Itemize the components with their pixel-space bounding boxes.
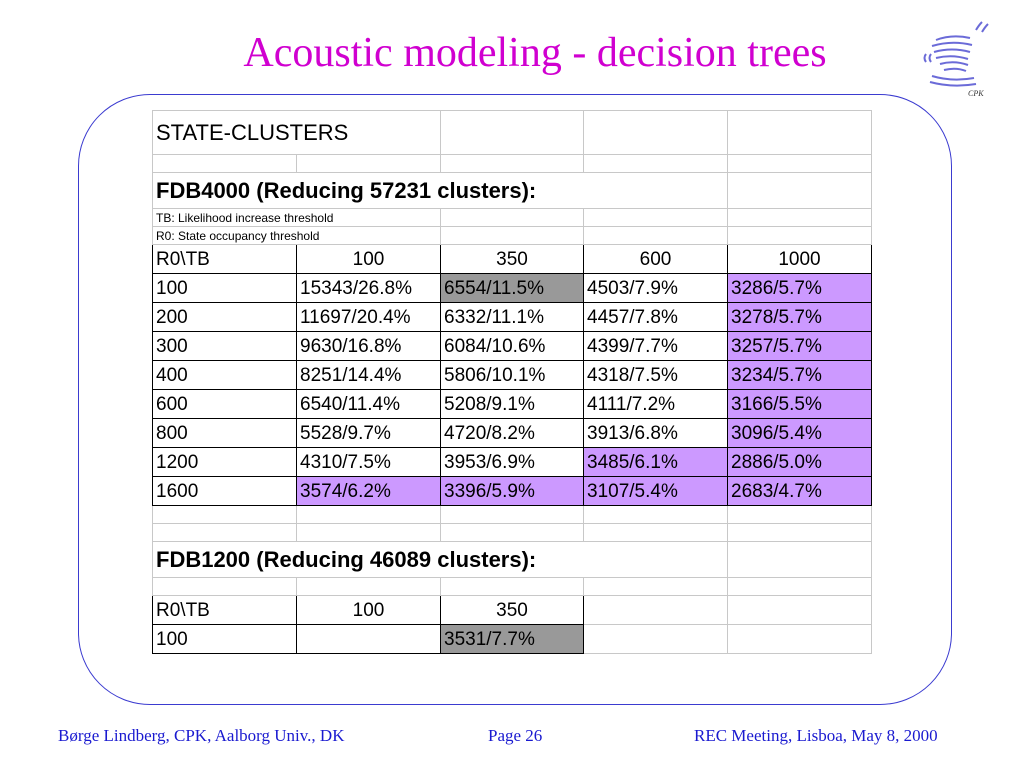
footer-event: REC Meeting, Lisboa, May 8, 2000 [694, 726, 938, 745]
table-cell: 3953/6.9% [441, 448, 584, 477]
table-cell: 3913/6.8% [584, 419, 728, 448]
table-row [153, 625, 872, 654]
r0-note: R0: State occupancy threshold [153, 227, 441, 245]
table-row [153, 477, 872, 506]
table-cell: 6540/11.4% [297, 390, 441, 419]
table-cell: 3166/5.5% [728, 390, 872, 419]
table-cell: 5806/10.1% [441, 361, 584, 390]
table-row [153, 419, 872, 448]
table-cell: 3278/5.7% [728, 303, 872, 332]
table-cell: 3286/5.7% [728, 274, 872, 303]
table-cell: 4503/7.9% [584, 274, 728, 303]
cluster-table [152, 110, 872, 654]
table-row [153, 390, 872, 419]
table-cell: 6332/11.1% [441, 303, 584, 332]
table-cell: 2683/4.7% [728, 477, 872, 506]
table-row [153, 448, 872, 477]
header-cell: 350 [441, 596, 584, 625]
table-cell: 3485/6.1% [584, 448, 728, 477]
header-cell: R0\TB [153, 596, 297, 625]
table-cell: 3531/7.7% [441, 625, 584, 654]
table-cell: 3096/5.4% [728, 419, 872, 448]
table-cell: 6084/10.6% [441, 332, 584, 361]
table-row [153, 361, 872, 390]
table-cell: 5208/9.1% [441, 390, 584, 419]
table-cell: 11697/20.4% [297, 303, 441, 332]
section-heading: STATE-CLUSTERS [153, 111, 441, 155]
tb-note: TB: Likelihood increase threshold [153, 209, 441, 227]
table-cell: 4310/7.5% [297, 448, 441, 477]
table-cell: 3234/5.7% [728, 361, 872, 390]
table-cell: 1600 [153, 477, 297, 506]
table-cell: 3107/5.4% [584, 477, 728, 506]
table-cell: 6554/11.5% [441, 274, 584, 303]
table-cell: 200 [153, 303, 297, 332]
header-cell: 600 [584, 245, 728, 274]
table-header-row [153, 245, 872, 274]
header-cell: 1000 [728, 245, 872, 274]
table-cell: 800 [153, 419, 297, 448]
header-cell: 350 [441, 245, 584, 274]
table-cell: 4318/7.5% [584, 361, 728, 390]
table-cell [297, 625, 441, 654]
table-cell: 300 [153, 332, 297, 361]
table-row [153, 274, 872, 303]
header-cell: 100 [297, 596, 441, 625]
footer-page: Page 26 [488, 726, 543, 745]
table-cell: 3396/5.9% [441, 477, 584, 506]
table-cell: 5528/9.7% [297, 419, 441, 448]
table-cell: 8251/14.4% [297, 361, 441, 390]
fdb4000-heading: FDB4000 (Reducing 57231 clusters): [153, 173, 728, 209]
table-cell: 1200 [153, 448, 297, 477]
table-cell: 2886/5.0% [728, 448, 872, 477]
table-cell: 3574/6.2% [297, 477, 441, 506]
fdb1200-heading: FDB1200 (Reducing 46089 clusters): [153, 542, 728, 578]
table-cell: 4457/7.8% [584, 303, 728, 332]
footer-author: Børge Lindberg, CPK, Aalborg Univ., DK [58, 726, 345, 745]
header-cell: R0\TB [153, 245, 297, 274]
table-header-row [153, 596, 872, 625]
table-cell: 3257/5.7% [728, 332, 872, 361]
cpk-logo-icon [922, 18, 1000, 102]
table-cell: 600 [153, 390, 297, 419]
table-cell: 4111/7.2% [584, 390, 728, 419]
table-cell: 100 [153, 625, 297, 654]
table-cell: 400 [153, 361, 297, 390]
table-row [153, 332, 872, 361]
table-cell: 4399/7.7% [584, 332, 728, 361]
table-cell: 9630/16.8% [297, 332, 441, 361]
table-row [153, 303, 872, 332]
table-cell: 100 [153, 274, 297, 303]
table-cell: 4720/8.2% [441, 419, 584, 448]
cpk-logo-text: CPK [968, 89, 984, 98]
header-cell: 100 [297, 245, 441, 274]
table-cell: 15343/26.8% [297, 274, 441, 303]
slide-title: Acoustic modeling - decision trees [243, 30, 827, 76]
